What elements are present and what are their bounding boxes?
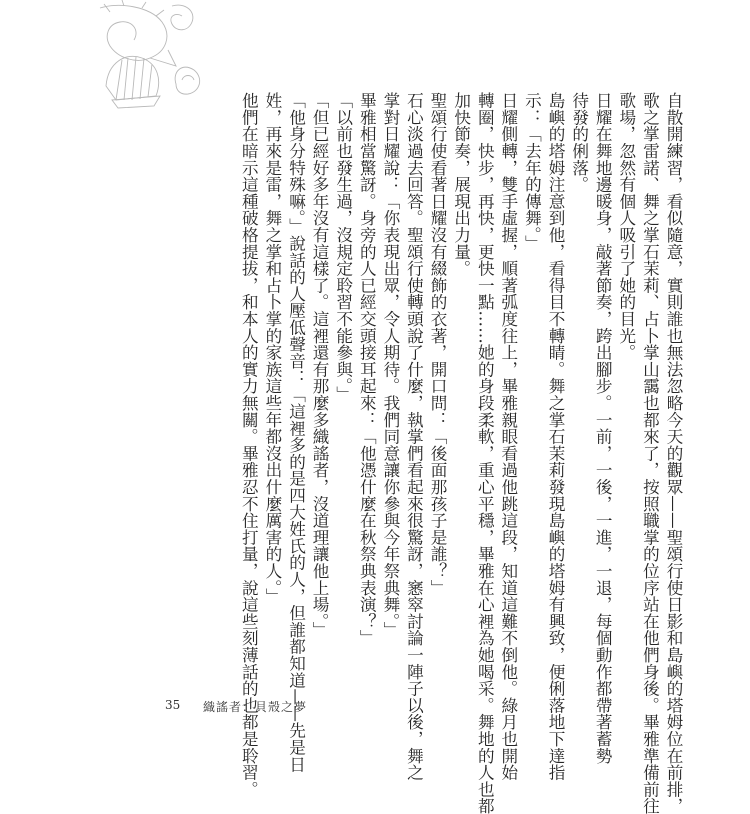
page-number: 35 — [165, 698, 181, 712]
text-column: 「他身分特殊嘛。」說話的人壓低聲音：「這裡多的是四大姓氏的人，但誰都知道——先是日 — [286, 92, 306, 773]
text-column: 他們在暗示這種破格提拔，和本人的實力無關。畢雅忍不住打量，說這些刻薄話的也都是聆習。 — [239, 92, 259, 798]
text-column: 「但已經好多年沒有這樣了。這裡還有那麼多織謠者，沒道理讓他上場。」 — [310, 92, 330, 639]
text-column: 畢雅相當驚訝。身旁的人已經交頭接耳起來：「他憑什麼在秋祭典表演？」 — [357, 92, 377, 647]
text-column: 「以前也發生過，沒規定聆習不能參與。」 — [333, 92, 353, 403]
text-column: 島嶼的塔姆注意到他，看得目不轉睛。舞之掌石茉莉發現島嶼的塔姆有興致，便俐落地下達指 — [546, 92, 566, 781]
text-column: 日耀在舞地邊暖身，敲著節奏，跨出腳步。一前，一後，一進，一退，每個動作都帶著蓄勢 — [593, 92, 613, 764]
text-column: 示：「去年的傳舞。」 — [522, 92, 542, 252]
text-column: 自散開練習，看似隨意，實則誰也無法忽略今天的觀眾——聖頌行使日影和島嶼的塔姆位在前排， — [664, 92, 683, 814]
text-column: 掌對日耀說：「你表現出眾，令人期待。我們同意讓你參與今年祭典舞。」 — [380, 92, 400, 639]
text-column: 石心淡過去回答。聖頌行使轉頭說了什麼，執掌們看起來很驚訝，窸窣討論一陣子以後，舞之 — [404, 92, 424, 781]
text-column: 轉圈，快步，再快，更快一點……她的身段柔軟，重心平穩，畢雅在心裡為她喝采。舞地的人也都 — [475, 92, 495, 814]
text-column: 加快節奏，展現出力量。 — [451, 92, 471, 277]
running-title: 織謠者：貝殼之夢 — [203, 700, 308, 714]
text-column: 聖頌行使看著日耀沒有綴飾的衣著，開口問：「後面那孩子是誰？」 — [428, 92, 448, 596]
text-column: 日耀側轉，雙手虛握，順著弧度往上，畢雅親眼看過他跳這段，知道這難不倒他。綠月也開始 — [498, 92, 518, 781]
text-column: 歌場，忽然有個人吸引了她的目光。 — [616, 92, 636, 361]
text-column: 待發的俐落。 — [569, 92, 589, 193]
text-column: 歌之掌雷諾、舞之掌石茉莉、占卜掌山靄也都來了，按照職掌的位序站在他們身後。畢雅準備前往 — [640, 92, 660, 814]
text-column: 姓，再來是雷，舞之掌和占卜掌的家族這些年都沒出什麼厲害的人。」 — [262, 92, 282, 605]
